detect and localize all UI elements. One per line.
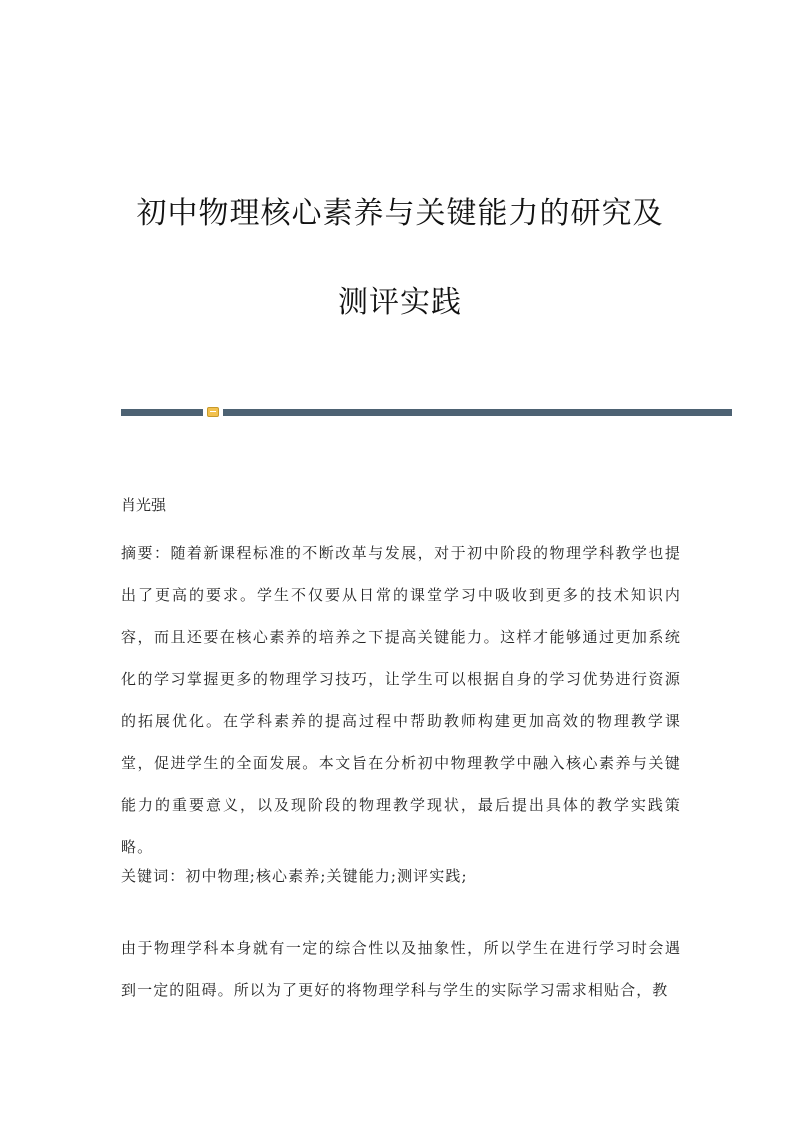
- envelope-icon: [207, 407, 219, 417]
- divider-bar-left: [121, 409, 203, 416]
- keywords-line: 关键词：初中物理;核心素养;关键能力;测评实践;: [121, 867, 468, 885]
- abstract-paragraph: 摘要：随着新课程标准的不断改革与发展，对于初中阶段的物理学科教学也提出了更高的要求。学生不仅要从日常的课堂学习中吸收到更多的技术知识内容，而且还要在核心素养的培养之下提高关键能力。这样才能够通过更加系统化的学习掌握更多的物理学习技巧，让学生可以根据自身的学习优势进行资源的拓展优化。在学科素养的提高过程中帮助教师构建更加高效的物理教学课堂，促进学生的全面发展。本文旨在分析初中物理教学中融入核心素养与关键能力的重要意义，以及现阶段的物理教学现状，最后提出具体的教学实践策略。: [121, 544, 681, 856]
- body-paragraph: 由于物理学科本身就有一定的综合性以及抽象性，所以学生在进行学习时会遇到一定的阻碍。所以为了更好的将物理学科与学生的实际学习需求相贴合，教: [121, 939, 681, 999]
- author-name: 肖光强: [121, 496, 167, 514]
- divider-bar-right: [223, 409, 732, 416]
- document-title-line-2: 测评实践: [338, 285, 462, 320]
- title-divider: [121, 409, 732, 416]
- document-title-line-1: 初中物理核心素养与关键能力的研究及: [136, 196, 664, 231]
